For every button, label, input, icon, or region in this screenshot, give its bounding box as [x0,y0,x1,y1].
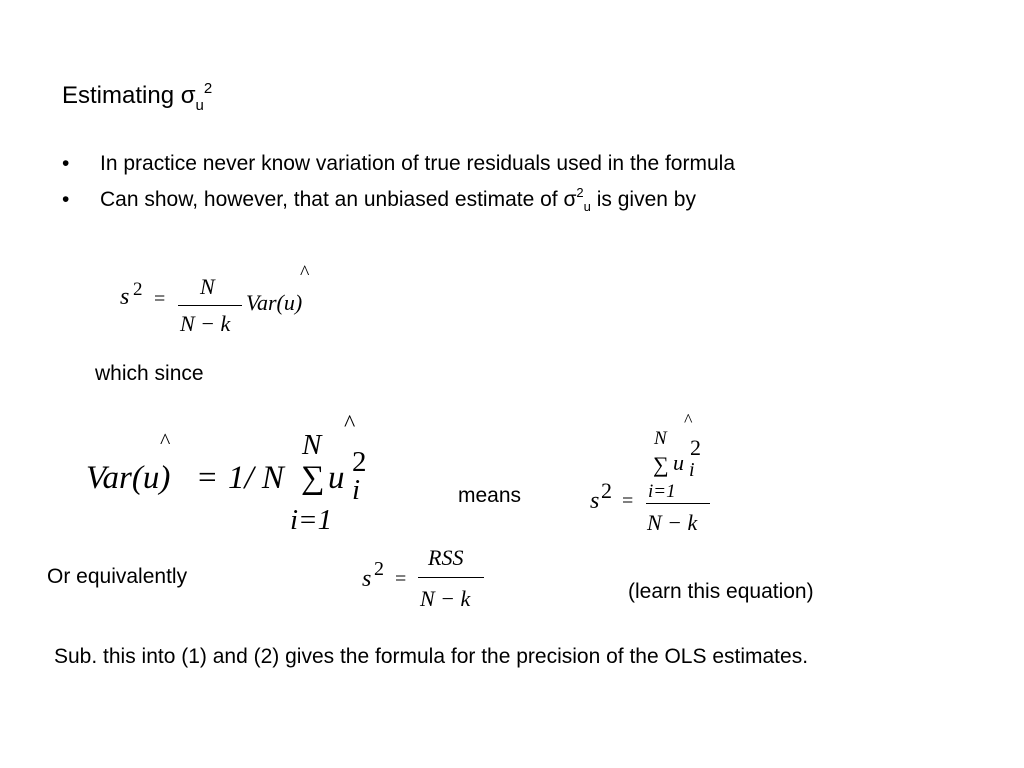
formula-exponent: 2 [352,446,367,478]
sum-lower-limit: i=1 [290,504,333,536]
formula-subscript: i [352,474,361,506]
formula-lhs: s [362,566,372,592]
title-main: Estimating σ [62,82,196,109]
formula-equals: = [622,490,634,512]
formula-hat: ^ [684,410,693,430]
formula-rhs: Var(u) [246,290,303,315]
formula-hat: ^ [300,262,310,284]
sum-upper-limit: N [302,429,322,461]
or-equivalently-text: Or equivalently [47,565,188,588]
formula-numerator: N [200,274,215,299]
bullet-marker: • [62,152,70,175]
formula-prefix: 1/ N [228,460,284,496]
conclusion-text: Sub. this into (1) and (2) gives the formula for the precision of the OLS estimates. [54,645,809,668]
bullet-marker: • [62,188,70,211]
formula-equals: = [395,568,407,590]
sum-upper-limit: N [654,428,667,449]
slide-title [62,80,213,114]
bullet-text-after: is given by [590,188,696,211]
bullet-superscript: 2 [576,185,584,200]
formula-denominator: N − k [180,311,231,336]
formula-exponent: 2 [690,435,701,460]
bullet-subscript: u [583,199,591,214]
fraction-bar [418,577,484,578]
formula-lhs-exponent: 2 [133,279,143,300]
formula-equals: = [198,460,217,496]
formula-lhs: Var(u) [86,460,171,496]
means-text: means [458,484,522,507]
title-superscript: 2 [203,80,213,97]
formula-u: u [328,460,345,496]
bullet-text [100,185,696,214]
sum-symbol: ∑ [653,452,669,477]
bullet-text: In practice never know variation of true residuals used in the formula [100,152,735,175]
title-subscript: u [195,97,204,114]
formula-denominator: N − k [647,510,698,535]
sum-symbol: ∑ [301,460,325,496]
sum-lower-limit: i=1 [648,481,676,502]
formula-hat: ^ [160,428,171,453]
fraction-bar [646,503,710,504]
formula-u: u [673,450,684,475]
fraction-bar [178,305,242,306]
formula-numerator: RSS [428,545,464,570]
formula-denominator: N − k [420,586,471,611]
formula-lhs: s [120,284,130,310]
formula-lhs: s [590,488,600,514]
formula-lhs-exponent: 2 [374,558,384,580]
bullet-text-before: Can show, however, that an unbiased estimate of σ [100,188,577,211]
formula-hat: ^ [344,411,356,437]
formula-subscript: i [689,459,695,481]
which-since-text: which since [95,362,204,385]
learn-note-text: (learn this equation) [628,580,814,603]
formula-equals: = [154,288,166,310]
formula-lhs-exponent: 2 [601,478,612,503]
